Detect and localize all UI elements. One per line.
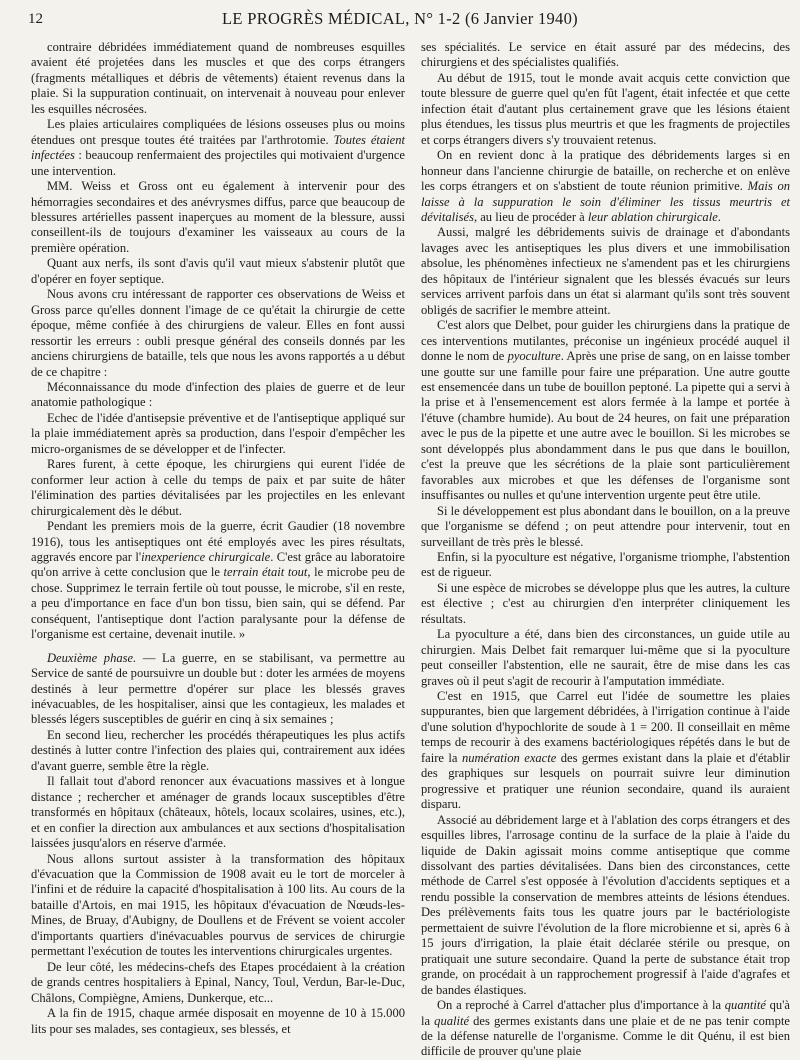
- paragraph-text: Associé au débridement large et à l'ablation des corps étrangers et des esquilles libres, l'arrosage continu de la surface de la plaie à l'aide du liquide de Dakin agissait moins comme antiseptique que comme dissolvant des parties dévitalisées. Dans bien des circonstances, cette méthode de Carrel s'est opposée à l'évolution d'accidents septiques et a rendu possible la conservation de membres atteints de lésions étendues. Des prélèvements faits tous les quatre jours par le bactériologiste permettaient de suivre l'évolution de la flore microbienne et si, après 6 à 15 jours d'irrigation, la plaie était déclarée stérile ou presque, on pratiquait une suture secondaire. Quand la perte de substance était trop grande, on procédait à un rapprochement progressif à l'aide d'agrafes et de bandes élastiques.: [421, 812, 790, 997]
- right-column: [421, 40, 791, 1059]
- paragraph-text: Quant aux nerfs, ils sont d'avis qu'il vaut mieux s'abstenir plutôt que d'opérer en foyer septique.: [31, 256, 405, 286]
- paragraph: [31, 1006, 405, 1037]
- emphasized-text: qualité: [434, 1013, 470, 1028]
- paragraph-text: Aussi, malgré les débridements suivis de drainage et d'abondants lavages avec les antiseptiques les plus divers et une immobilisation absolue, les phénomènes infectieux ne s'amendent pas et les chirurgiens des hôpitaux de l'intérieur signalent que les blessés évacués sur leurs services arrivent parfois dans un état si alarmant qu'ils sont très souvent obligés de sacrifier le membre atteint.: [421, 225, 790, 317]
- paragraph: [31, 960, 405, 1006]
- paragraph: [421, 581, 790, 627]
- emphasized-text: quantité: [724, 998, 766, 1013]
- paragraph-text: Méconnaissance du mode d'infection des plaies de guerre et de leur anatomie pathologique :: [31, 379, 405, 410]
- paragraph: [421, 504, 790, 550]
- paragraph-text: . C'est grâce au laboratoire qu'on arrive à cette conclusion que le: [31, 549, 405, 580]
- paragraph-text: La pyoculture a été, dans bien des circonstances, un guide utile au chirurgien. Mais Delbet fait remarquer lui-même que si la pyoculture peut conseiller l'abstention, elle ne saurait, être de mise dans les cas graves où il peut s'agit de recourir à l'amputation immédiate.: [421, 627, 790, 688]
- emphasized-text: leur ablation chirurgicale: [587, 209, 718, 224]
- paragraph-text: ses spécialités. Le service en était assuré par des médecins, des chirurgiens et des spécialistes qualifiés.: [421, 40, 790, 70]
- paragraph-text: des germes existants dans une plaie et de ne pas tenir compte de la défense naturelle de l'organisme. Comme le dit Quénu, il est bien difficile de prouver qu'une plaie: [421, 1013, 791, 1059]
- paragraph: [31, 728, 405, 774]
- paragraph-text: Nous allons surtout assister à la transformation des hôpitaux d'évacuation que la Commission de 1908 avait eu le tort de morceler à l'infini et de réduire la capacité d'hospitalisation à 100 lits. Au cours de la bataille d'Artois, en mai 1915, les hôpitaux d'évacuation de Nœuds-les-Mines, de Bruay, d'Aubigny, de Doullens et de Frévent se voient accoler d'importants quartiers d'inévacuables pourvus de services de chirurgie permettant l'exécution de toutes les interventions chirurgicales urgentes.: [31, 851, 405, 959]
- paragraph-text: , le microbe peu de chose. Supprimez le terrain fertile où tout pousse, le microbe, s'il en reste, a peu d'importance en face d'un bon tissu, bien sain, qui se défend. Par conséquent, l'antiseptique dont l'action paralysante pour la défense de l'organisme est certaine, devenait inutile. »: [31, 565, 405, 642]
- paragraph: [421, 813, 790, 998]
- emphasized-text: pyoculture: [507, 349, 561, 364]
- paragraph: [421, 148, 790, 225]
- paragraph-text: contraire débridées immédiatement quand de nombreuses esquilles avaient été projetées dans les muscles et que des corps étrangers (fragments métalliques et débris de vêtements) étaient revenus dans la plaie. Si la suppuration continuait, on intervenait à nouveau pour enlever les esquilles nécrosées.: [31, 40, 405, 116]
- paragraph-text: Les plaies articulaires compliquées de lésions osseuses plus ou moins étendues ont presque toutes été traitées par l'arthrotomie.: [31, 117, 405, 147]
- running-title: LE PROGRÈS MÉDICAL, N° 1-2 (6 Janvier 1940): [222, 9, 578, 28]
- page-number: 12: [28, 10, 43, 27]
- paragraph-text: Au début de 1915, tout le monde avait acquis cette conviction que toute blessure de guerre quel qu'en fût l'agent, était infectée et que cette infection était d'autant plus certainement grave que les lésions étaient plus étendues, les tissus plus meurtris et que les fragments de projectiles et corps étrangers divers s'y trouvaient retenus.: [421, 70, 790, 147]
- paragraph-text: Echec de l'idée d'antisepsie préventive et de l'antiseptique appliqué sur la plaie immédiatement après sa production, dans l'espoir d'empêcher les micro-organismes de se développer et de l'infecter.: [31, 410, 405, 456]
- paragraph: [421, 318, 790, 503]
- paragraph: [31, 287, 405, 380]
- paragraph-text: Nous avons cru intéressant de rapporter ces observations de Weiss et Gross parce qu'elles donnent l'image de ce qu'était la chirurgie de cette époque, même confiée à des chirurgiens de valeur. Elles en font aussi ressortir les erreurs : oubli presque général des conseils donnés par les anciens chirurgiens de bataille, tels que nous les avons rapportés a u début de ce chapitre :: [31, 287, 405, 379]
- paragraph-text: Enfin, si la pyoculture est négative, l'organisme triomphe, l'abstention est de rigueur.: [421, 549, 790, 580]
- paragraph: [31, 457, 405, 519]
- paragraph-text: — La guerre, en se stabilisant, va permettre au Service de santé de poursuivre un double but : doter les armées de moyens destinés à leur permettre d'opérer sur place les blessés graves inévacuables, de les hospitaliser, ainsi que les contagieux, les malades et blessés légers susceptibles de guérir en cinq à six semaines ;: [31, 650, 405, 727]
- paragraph-text: En second lieu, rechercher les procédés thérapeutiques les plus actifs destinés à lutter contre l'infection des plaies qui, contrairement aux idées d'avant guerre, semble être la règle.: [31, 727, 405, 773]
- paragraph: [31, 411, 405, 457]
- emphasized-text: numération exacte: [461, 750, 557, 765]
- paragraph: [31, 774, 405, 851]
- paragraph-text: , au lieu de procéder à: [473, 209, 588, 224]
- paragraph: [421, 689, 790, 813]
- paragraph-text: C'est en 1915, que Carrel eut l'idée de soumettre les plaies suppurantes, bien que largement débridées, à l'irrigation continue à l'aide d'une solution d'hypochlorite de soude à 1 = 200. Il conseillait en même temps de recourir à des examens bactériologiques répétés dans le but de faire la: [421, 689, 790, 765]
- emphasized-text: terrain était tout: [223, 565, 308, 580]
- emphasized-text: inexperience chirurgicale: [141, 549, 271, 564]
- emphasized-text: Deuxième phase.: [47, 650, 137, 665]
- paragraph-text: On en revient donc à la pratique des débridements larges si en honneur dans l'ancienne chirurgie de bataille, on recherche et on enlève les corps étrangers et on s'abstient de toute réunion primitive.: [421, 148, 790, 194]
- paragraph-text: Pendant les premiers mois de la guerre, écrit Gaudier (18 novembre 1916), tous les antiseptiques ont été employés avec les pires résultats, aggravés encore par l': [31, 519, 405, 564]
- paragraph-text: des germes existant dans la plaie et d'établir des graphiques sur lesquels on pourrait suivre leur diminution progressive et pratiquer une réunion secondaire, quand ils auraient disparu.: [421, 750, 790, 812]
- paragraph: [421, 71, 790, 148]
- paragraph-text: : beaucoup renfermaient des projectiles qui motivaient d'urgence une intervention.: [31, 148, 405, 178]
- paragraph: [31, 852, 405, 960]
- paragraph-text: De leur côté, les médecins-chefs des Etapes procédaient à la création de grands centres hospitaliers à Epinal, Nancy, Toul, Verdun, Bar-le-Duc, Châlons, Compiègne, Amiens, Dunkerque, etc...: [31, 959, 405, 1005]
- paragraph: [31, 179, 405, 256]
- paragraph-text: .: [717, 209, 721, 224]
- paragraph-text: Il fallait tout d'abord renoncer aux évacuations massives et à longue distance ; rechercher et aménager de grands locaux susceptibles d'être transformés en hôpitaux (châteaux, hôtels, locaux scolaires, usines, etc.), et en confier la direction aux ambulances et aux sections d'hospitalisation laissées jusqu'alors en réserve d'armée.: [31, 774, 405, 851]
- paragraph-text: On a reproché à Carrel d'attacher plus d'importance à la: [437, 998, 725, 1013]
- page-header: [28, 6, 772, 32]
- paragraph-text: Si le développement est plus abondant dans le bouillon, on a la preuve que l'organisme se défend ; on peut attendre pour intervenir, tout en surveillant de très près le blessé.: [421, 503, 790, 549]
- emphasized-text: Toutes étaient infectées: [31, 132, 406, 163]
- emphasized-text: Mais on laisse à la suppuration le soin d'éliminer les tissus meurtris et dévitalisés: [421, 179, 791, 224]
- paragraph: [31, 256, 405, 287]
- paragraph: [421, 998, 790, 1060]
- paragraph: [31, 40, 405, 117]
- paragraph-text: C'est alors que Delbet, pour guider les chirurgiens dans la pratique de ces interventions mutilantes, préconise un ingénieux procédé auquel il donne le nom de: [421, 318, 790, 364]
- left-column: [31, 40, 406, 1036]
- paragraph: [421, 40, 790, 71]
- paragraph-text: Rares furent, à cette époque, les chirurgiens qui eurent l'idée de conformer leur action à celle du temps de paix et par suite de hâter l'élimination des parties dévitalisées par les projectiles en les enlevant chirurgicalement dès le début.: [31, 457, 405, 518]
- paragraph: [421, 627, 790, 689]
- paragraph-text: MM. Weiss et Gross ont eu également à intervenir pour des hémorragies secondaires et des anévrysmes diffus, parce que beaucoup de blessures artérielles passent inaperçues au moment de la blessure, aussi conseillent-ils de toujours d'examiner les vaisseaux au cours de la première opération.: [31, 179, 405, 255]
- paragraph: [31, 117, 405, 179]
- paragraph: [31, 380, 405, 411]
- paragraph: [421, 550, 790, 581]
- paragraph-text: . Après une prise de sang, on en laisse tomber une goutte sur une famille pour faire une préparation. Une autre goutte est ensemencée dans un tube de bouillon peptoné. La pipette qui a servi à la prise et à l'ensemencement est alors fermée à la lampe et portée à l'étuve (chambre humide). Au bout de 24 heures, on fait une préparation avec le pus de la pipette et une autre avec le bouillon. Si les microbes se sont développés plus abondamment dans le pus que dans le bouillon, c'est la preuve que les sécrétions de la plaie sont particulièrement favorables aux microbes et que les défenses de l'organisme sont insuffisantes ou nulles et qu'une intervention urgente peut être utile.: [421, 349, 790, 503]
- paragraph-text: Si une espèce de microbes se développe plus que les autres, la culture est élective ; c'est au chirurgien d'en interpréter cliniquement les résultats.: [421, 580, 790, 626]
- paragraph-text: A la fin de 1915, chaque armée disposait en moyenne de 10 à 15.000 lits pour ses malades, ses contagieux, ses blessés, et: [31, 1006, 405, 1036]
- paragraph: [421, 225, 790, 318]
- paragraph-text: qu'à la: [421, 998, 790, 1028]
- paragraph: [31, 519, 405, 643]
- paragraph: [31, 651, 405, 728]
